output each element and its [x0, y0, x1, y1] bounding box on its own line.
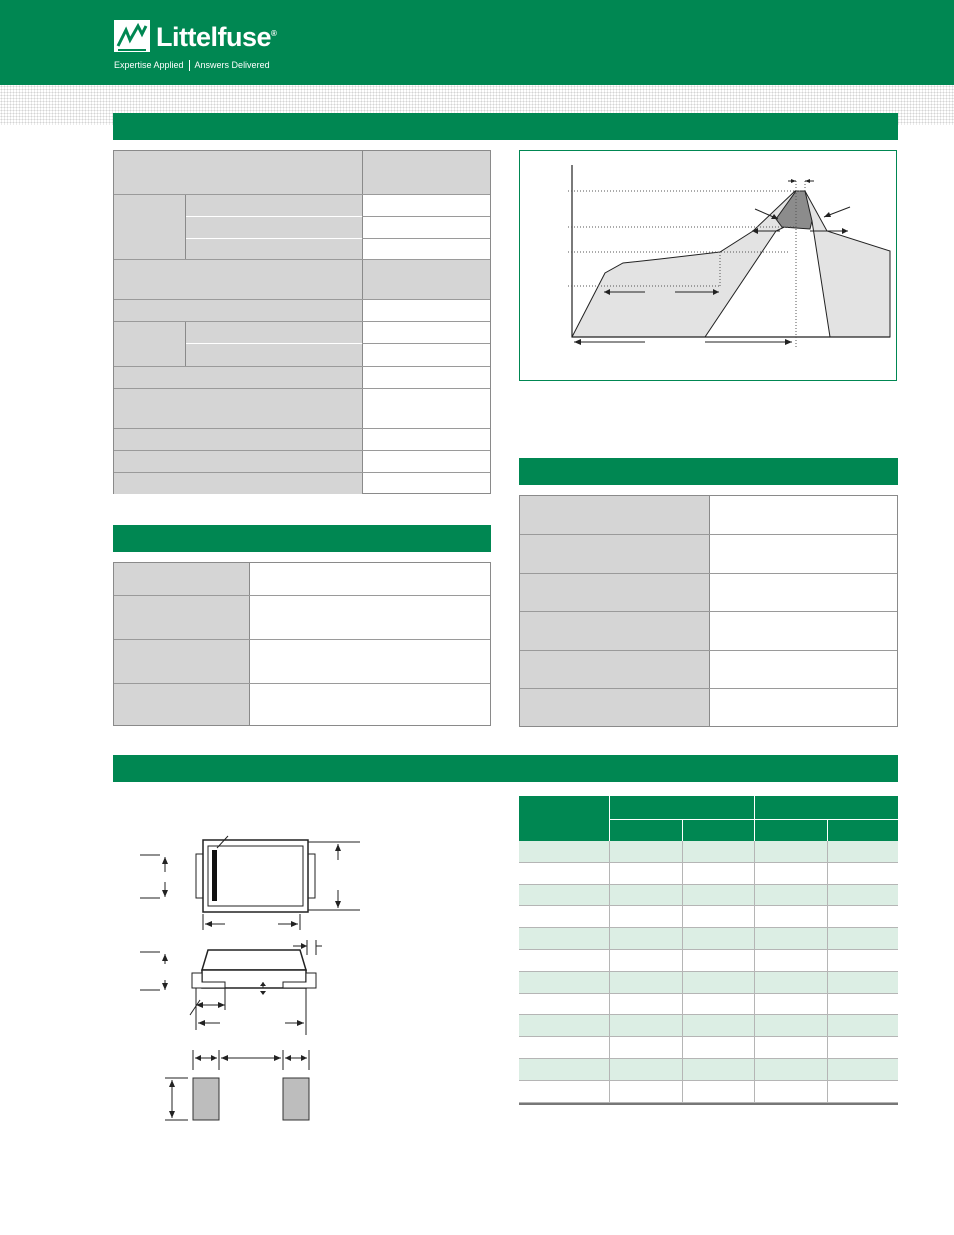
table-cell-divider: [609, 1081, 610, 1102]
table-cell-divider: [827, 994, 828, 1015]
table-cell-divider: [682, 863, 683, 884]
table-cell-divider: [609, 950, 610, 971]
table-cell-divider: [682, 972, 683, 993]
table-cell-divider: [754, 841, 755, 862]
info-table-left: [113, 562, 491, 726]
table-cell-divider: [754, 1081, 755, 1102]
table-cell-divider: [609, 841, 610, 862]
table-cell-divider: [609, 906, 610, 927]
table-row: [519, 906, 898, 928]
section-band-dimensions: [113, 755, 898, 782]
table-cell-divider: [754, 1059, 755, 1080]
table-cell-divider: [827, 863, 828, 884]
table-cell-divider: [609, 1037, 610, 1058]
table-cell-divider: [754, 928, 755, 949]
package-outline-drawing: [130, 830, 370, 1130]
table-cell-divider: [682, 1015, 683, 1036]
table-cell-divider: [827, 1037, 828, 1058]
table-row: [519, 885, 898, 907]
section-band-top: [113, 113, 898, 140]
littelfuse-logo-icon: [114, 20, 150, 52]
table-row: [519, 1081, 898, 1103]
table-cell-divider: [754, 1037, 755, 1058]
table-cell-divider: [827, 841, 828, 862]
table-cell-divider: [754, 1015, 755, 1036]
table-cell-divider: [827, 906, 828, 927]
table-row: [519, 972, 898, 994]
table-cell-divider: [609, 863, 610, 884]
table-cell-divider: [682, 906, 683, 927]
table-cell-divider: [754, 972, 755, 993]
table-cell-divider: [754, 994, 755, 1015]
info-table-right: [519, 495, 898, 727]
table-cell-divider: [754, 863, 755, 884]
table-row: [519, 1059, 898, 1081]
table-cell-divider: [682, 841, 683, 862]
table-cell-divider: [609, 885, 610, 906]
table-cell-divider: [609, 1015, 610, 1036]
table-cell-divider: [827, 972, 828, 993]
table-cell-divider: [682, 1037, 683, 1058]
table-cell-divider: [827, 950, 828, 971]
reflow-profile-graphic: [520, 151, 896, 380]
table-row: [519, 950, 898, 972]
section-band-right: [519, 458, 898, 485]
spec-table-left: [113, 150, 491, 494]
table-cell-divider: [682, 928, 683, 949]
reflow-profile-chart: [519, 150, 897, 381]
table-row: [519, 863, 898, 885]
table-bottom-rule: [519, 1103, 898, 1105]
table-cell-divider: [827, 1059, 828, 1080]
table-cell-divider: [682, 885, 683, 906]
table-row: [519, 1015, 898, 1037]
table-row: [519, 928, 898, 950]
table-row: [519, 1037, 898, 1059]
table-row: [519, 841, 898, 863]
table-cell-divider: [754, 950, 755, 971]
page-header: [0, 0, 954, 85]
table-cell-divider: [827, 1015, 828, 1036]
table-cell-divider: [682, 994, 683, 1015]
table-cell-divider: [682, 950, 683, 971]
table-cell-divider: [827, 885, 828, 906]
table-cell-divider: [682, 1081, 683, 1102]
table-cell-divider: [754, 885, 755, 906]
section-band-left: [113, 525, 491, 552]
table-cell-divider: [609, 928, 610, 949]
table-cell-divider: [682, 1059, 683, 1080]
table-cell-divider: [754, 906, 755, 927]
table-cell-divider: [609, 972, 610, 993]
table-cell-divider: [609, 1059, 610, 1080]
table-cell-divider: [827, 928, 828, 949]
table-cell-divider: [827, 1081, 828, 1102]
table-cell-divider: [609, 994, 610, 1015]
brand-name: Littelfuse®: [156, 22, 277, 52]
brand-tagline: Expertise Applied Answers Delivered: [114, 60, 270, 70]
table-row: [519, 994, 898, 1016]
